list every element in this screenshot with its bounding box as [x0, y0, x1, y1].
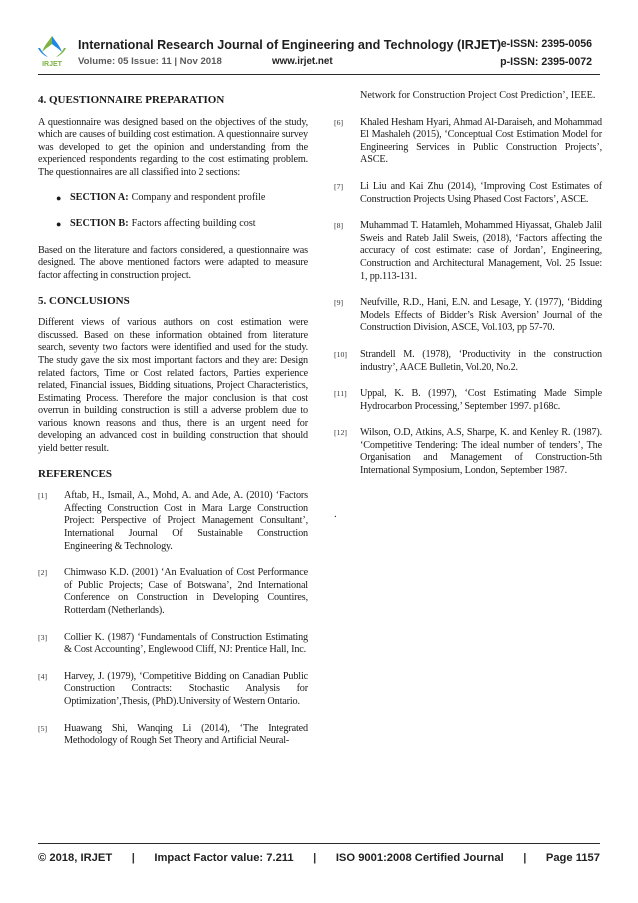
reference-number: [1]: [38, 491, 48, 501]
section-list: [38, 192, 308, 231]
reference-number: [3]: [38, 632, 48, 642]
footer-separator: |: [313, 852, 317, 864]
stray-period: .: [334, 507, 337, 520]
section-heading-conclusions: 5. CONCLUSIONS: [38, 294, 130, 307]
reference-text: Muhammad T. Hatamleh, Mohammed Hiyassat, Ghaleb Jalil Sweis and Rateb Jalil Sweis, (2018), ‘Factors affecting the accuracy of cost estimate: case of Jordan’, Engineering, Construction and Architectural Management, Vol. 25 Issue: 1, pp.113-131.: [360, 220, 602, 282]
reference-number: [9]: [334, 298, 344, 308]
footer-separator: |: [131, 852, 135, 864]
volume-issue: Volume: 05 Issue: 11 | Nov 2018: [78, 56, 222, 67]
footer-separator: |: [523, 852, 527, 864]
bullet-icon: ●: [56, 192, 62, 203]
e-issn: e-ISSN: 2395-0056: [500, 38, 592, 50]
reference-number: [7]: [334, 181, 344, 191]
section-heading-references: REFERENCES: [38, 467, 112, 480]
reference-text: Chimwaso K.D. (2001) ‘An Evaluation of Cost Performance of Public Projects; Case of Botswana’, 2nd International Conference on Construction in Developing Countires, Rotterdam (Netherlands).: [64, 567, 308, 616]
conclusions-paragraph: Different views of various authors on cost estimation were discussed. Based on these information obtained from literature search, seventy two factors were identified and used for the study. The study gave the six most important factors and they are: Design related factors, Time or Cost related factors, Parties experience related, Financial issues, Bidding situations, Project Characteristics, Estimating Process. Therefore the major conclusion is that cost overrun in building construction is still a adverse problem due to various known reasons and thus, there is an urgent need for developing an advanced cost in building construction that should yield better result.: [38, 317, 308, 455]
reference-number: [6]: [334, 117, 344, 127]
section-heading-questionnaire: 4. QUESTIONNAIRE PREPARATION: [38, 94, 225, 106]
reference-item: [38, 632, 308, 657]
reference-item: [334, 297, 602, 335]
reference-text: Aftab, H., Ismail, A., Mohd, A. and Ade, A. (2010) ‘Factors Affecting Construction Cost in Mara Large Construction Project: Perspective of Project Management Consultant’, International Journal Of Sustainable Construction Engineering & Technology.: [64, 490, 308, 552]
list-item: [56, 192, 308, 205]
reference-number: [11]: [334, 389, 347, 399]
reference-text: Khaled Hesham Hyari, Ahmad Al-Daraiseh, and Mohammad El Mashaleh (2015), ‘Conceptual Cost Estimation Model for Engineering Services in Public Construction Projects’, ASCE.: [360, 116, 602, 166]
reference-item: [38, 490, 308, 553]
reference-text: Harvey, J. (1979), ‘Competitive Bidding on Canadian Public Construction Contracts: Stochastic Analysis for Optimization’,Thesis, (PhD).University of Western Ontario.: [64, 670, 308, 707]
logo-text: IRJET: [42, 61, 62, 68]
reference-text: Wilson, O.D, Atkins, A.S, Sharpe, K. and Kenley R. (1987). ‘Competitive Tendering: The ideal number of tenders’, The Organisation and Management of Construction-5th International Symposium, London, September 1987.: [360, 427, 602, 477]
questionnaire-paragraph: A questionnaire was designed based on the objectives of the study, which are causes of building cost estimation. A questionnaire survey was developed to get the opinion and understanding from the experienced respondents regarding to the cost estimating problem. The questionnaires are all classified into 2 sections:: [38, 116, 308, 178]
footer-copyright: © 2018, IRJET: [38, 852, 113, 864]
reference-item: [334, 349, 602, 374]
reference-item: [38, 567, 308, 617]
bullet-label: SECTION A:: [70, 191, 129, 203]
page-footer: [38, 852, 600, 864]
reference-text: Neufville, R.D., Hani, E.N. and Lesage, Y. (1977), ‘Bidding Models Effects of Bidder’s Risk Aversion’ Journal of the Construction Division, ASCE, Vol.103, pp 57-70.: [360, 297, 602, 334]
header-divider: [38, 74, 600, 75]
bullet-label: SECTION B:: [70, 218, 129, 230]
reference-item: [334, 388, 602, 413]
footer-impact-factor: Impact Factor value: 7.211: [154, 852, 294, 864]
reference-number: [5]: [38, 723, 48, 733]
reference-text: Huawang Shi, Wanqing Li (2014), ‘The Integrated Methodology of Rough Set Theory and Artificial Neural-: [64, 722, 308, 747]
left-column: [38, 86, 308, 762]
bullet-text: Company and respondent profile: [131, 191, 266, 203]
reference-number: [2]: [38, 568, 48, 578]
reference-item: [334, 220, 602, 283]
reference-number: [4]: [38, 671, 48, 681]
reference-number: [12]: [334, 428, 347, 438]
reference-item: [334, 427, 602, 477]
irjet-logo-icon: [34, 34, 70, 68]
reference-item: [334, 181, 602, 206]
reference-number: [8]: [334, 221, 344, 231]
reference-text: Uppal, K. B. (1997), ‘Cost Estimating Made Simple Hydrocarbon Processing,’ September 1997. p168c.: [360, 388, 602, 412]
journal-website-link[interactable]: www.irjet.net: [272, 56, 333, 67]
footer-divider: [38, 843, 600, 844]
footer-page-number: Page 1157: [545, 852, 600, 864]
reference-continuation: Network for Construction Project Cost Prediction’, IEEE.: [360, 90, 596, 101]
p-issn: p-ISSN: 2395-0072: [500, 56, 592, 68]
right-column: [334, 86, 602, 520]
bullet-icon: ●: [56, 219, 62, 230]
reference-text: Strandell M. (1978), ‘Productivity in the construction industry’, AACE Bulletin, Vol.20, No.2.: [360, 348, 602, 373]
reference-item: [334, 117, 602, 167]
reference-text: Li Liu and Kai Zhu (2014), ‘Improving Cost Estimates of Construction Projects Using Phased Cost Factors’, ASCE.: [360, 180, 602, 205]
questionnaire-paragraph-2: Based on the literature and factors considered, a questionnaire was designed. The above mentioned factors were adapted to measure factor affecting in construction project.: [38, 244, 308, 281]
bullet-text: Factors affecting building cost: [131, 218, 256, 230]
journal-title: International Research Journal of Engineering and Technology (IRJET): [78, 38, 502, 52]
list-item: [56, 218, 308, 231]
footer-iso: ISO 9001:2008 Certified Journal: [335, 852, 504, 864]
reference-item: [38, 723, 308, 748]
page-header: [0, 0, 638, 86]
reference-number: [10]: [334, 349, 347, 359]
reference-text: Collier K. (1987) ‘Fundamentals of Construction Estimating & Cost Accounting’, Englewood Cliff, NJ: Prentice Hall, Inc.: [64, 631, 308, 656]
reference-item: [38, 671, 308, 709]
